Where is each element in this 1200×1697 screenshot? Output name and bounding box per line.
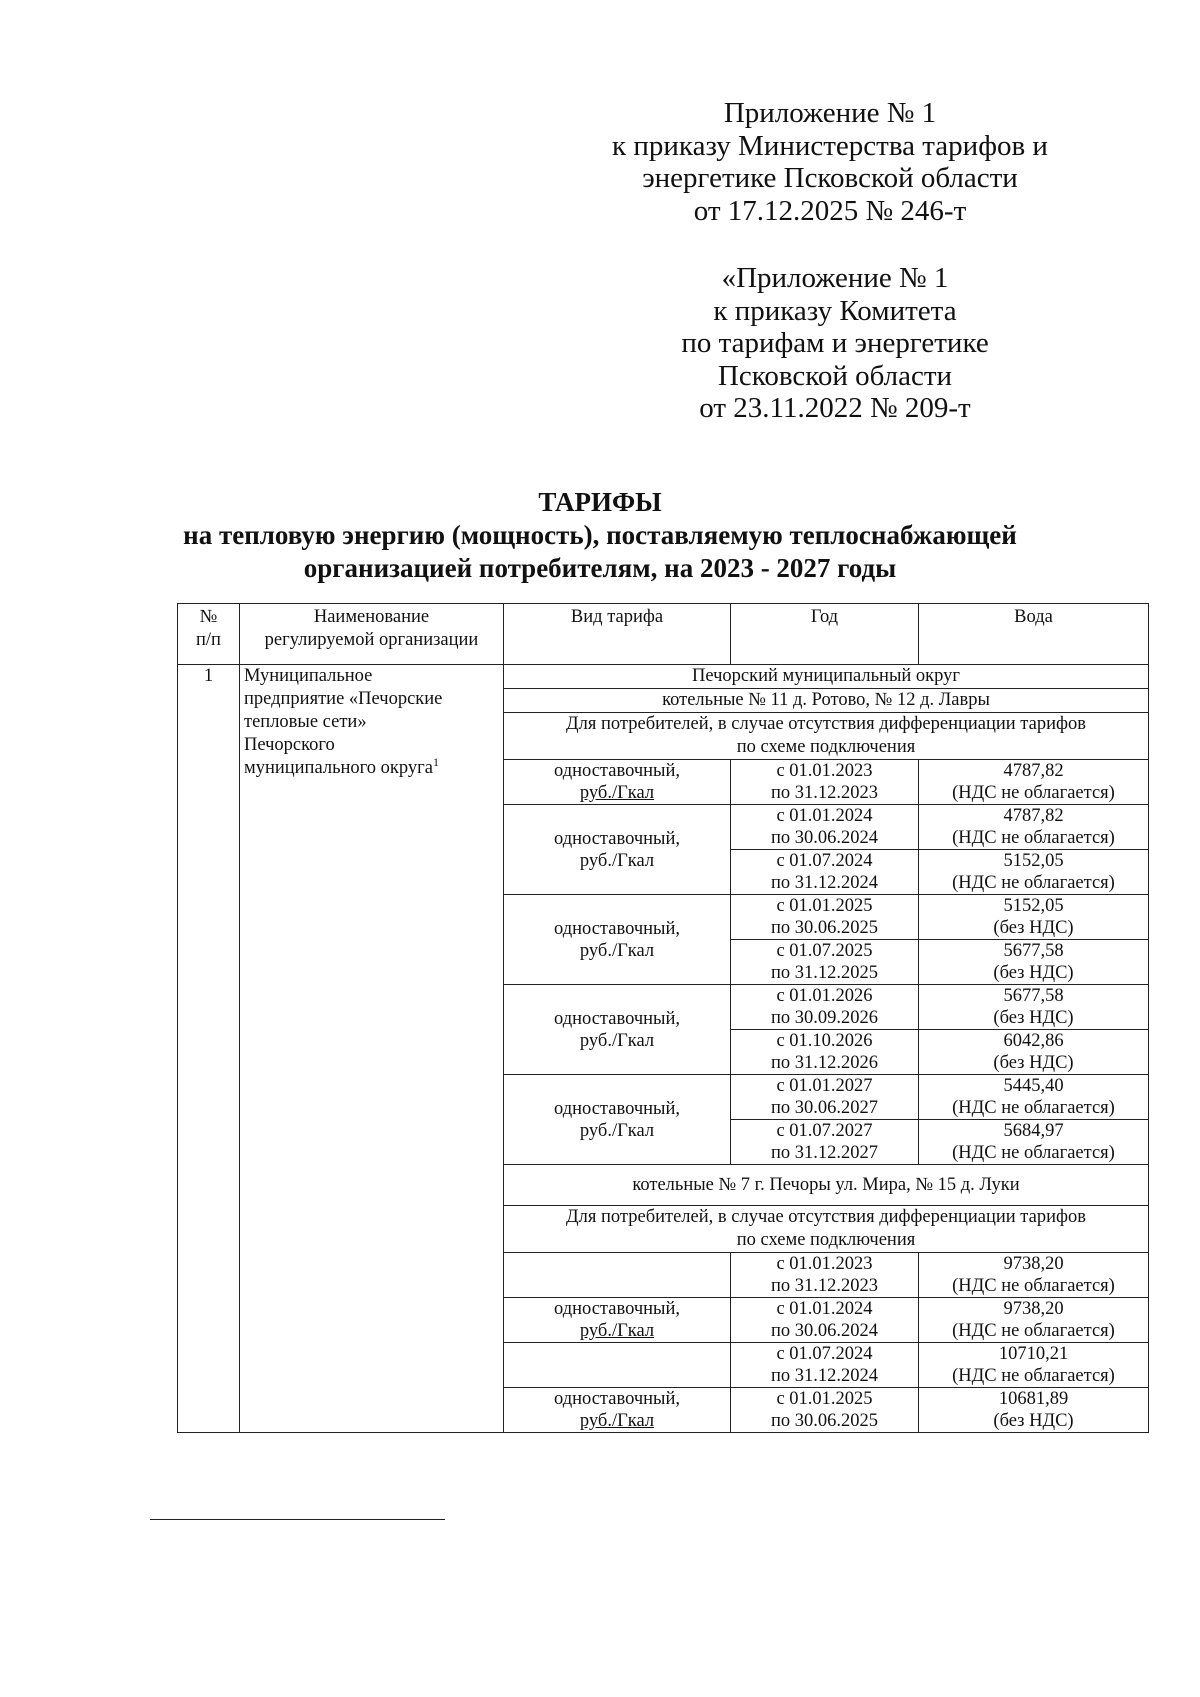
header-num: № п/п	[178, 604, 240, 665]
header-tariff-type: Вид тарифа	[504, 604, 731, 665]
annex-line: по тарифам и энергетике	[681, 327, 989, 359]
tariff-value: 5445,40 (НДС не облагается)	[919, 1075, 1149, 1120]
period: с 01.01.2025 по 30.06.2025	[731, 1388, 919, 1433]
tariff-type: одноставочный, руб./Гкал	[504, 805, 731, 895]
tariff-value: 5152,05 (без НДС)	[919, 895, 1149, 940]
organization-name: Муниципальное предприятие «Печорские тепловые сети» Печорского муниципального округа$^1$	[240, 665, 504, 1433]
tariff-value: 5684,97 (НДС не облагается)	[919, 1120, 1149, 1165]
tariff-table	[177, 603, 1149, 1433]
period: с 01.01.2027 по 30.06.2027	[731, 1075, 919, 1120]
period: с 01.01.2024 по 30.06.2024	[731, 805, 919, 850]
annex-line: к приказу Министерства тарифов и	[612, 129, 1048, 162]
tariff-type: одноставочный, руб./Гкал	[504, 985, 731, 1075]
header-water: Вода	[919, 604, 1149, 665]
tariff-value: 10681,89 (без НДС)	[919, 1388, 1149, 1433]
annex-line: Псковской области	[717, 359, 953, 392]
period: с 01.07.2024 по 31.12.2024	[731, 1343, 919, 1388]
annex-current-order	[555, 97, 1105, 227]
period: с 01.07.2025 по 31.12.2025	[731, 940, 919, 985]
tariff-value: 9738,20 (НДС не облагается)	[919, 1298, 1149, 1343]
tariff-type: одноставочный, руб./Гкал	[504, 1298, 731, 1343]
period: с 01.01.2023 по 31.12.2023	[731, 1253, 919, 1298]
period: с 01.01.2024 по 30.06.2024	[731, 1298, 919, 1343]
period: с 01.10.2026 по 31.12.2026	[731, 1030, 919, 1075]
tariff-type	[504, 1253, 731, 1298]
tariff-type: одноставочный, руб./Гкал	[504, 895, 731, 985]
period: с 01.07.2027 по 31.12.2027	[731, 1120, 919, 1165]
tariff-value: 5677,58 (без НДС)	[919, 940, 1149, 985]
annex-previous-order	[665, 262, 1005, 425]
tariff-type: одноставочный, руб./Гкал	[504, 760, 731, 805]
annex-line: от 17.12.2025 № 246-т	[693, 194, 967, 227]
consumer-note: Для потребителей, в случае отсутствия дифференциации тарифов по схеме подключения	[504, 713, 1149, 760]
title-line: ТАРИФЫ	[538, 487, 662, 517]
consumer-note: Для потребителей, в случае отсутствия дифференциации тарифов по схеме подключения	[504, 1206, 1149, 1253]
header-organization: Наименование регулируемой организации	[240, 604, 504, 665]
boilers-group-2: котельные № 7 г. Печоры ул. Мира, № 15 д. Луки	[504, 1165, 1149, 1206]
annex-line: «Приложение № 1	[721, 262, 949, 294]
tariff-value: 10710,21 (НДС не облагается)	[919, 1343, 1149, 1388]
boilers-group-1: котельные № 11 д. Ротово, № 12 д. Лавры	[504, 689, 1149, 713]
header-year: Год	[731, 604, 919, 665]
annex-line: к приказу Комитета	[713, 294, 957, 327]
tariff-value: 6042,86 (без НДС)	[919, 1030, 1149, 1075]
title-line: на тепловую энергию (мощность), поставляемую теплоснабжающей	[183, 520, 1017, 550]
tariff-type	[504, 1343, 731, 1388]
annex-line: Приложение № 1	[723, 97, 937, 129]
tariff-value: 5677,58 (без НДС)	[919, 985, 1149, 1030]
footnote-mark: 1	[432, 754, 439, 769]
tariff-type: одноставочный, руб./Гкал	[504, 1075, 731, 1165]
table-header-row	[178, 604, 1149, 665]
tariff-value: 9738,20 (НДС не облагается)	[919, 1253, 1149, 1298]
period: с 01.01.2026 по 30.09.2026	[731, 985, 919, 1030]
annex-line: от 23.11.2022 № 209-т	[699, 392, 971, 424]
district-row	[178, 665, 1149, 689]
footnote-separator	[150, 1519, 445, 1520]
tariff-value: 5152,05 (НДС не облагается)	[919, 850, 1149, 895]
row-number: 1	[178, 665, 240, 1433]
tariff-type: одноставочный, руб./Гкал	[504, 1388, 731, 1433]
document-title	[120, 486, 1080, 585]
annex-line: энергетике Псковской области	[642, 162, 1018, 194]
period: с 01.07.2024 по 31.12.2024	[731, 850, 919, 895]
title-line: организацией потребителям, на 2023 - 2027 годы	[303, 553, 897, 583]
period: с 01.01.2023 по 31.12.2023	[731, 760, 919, 805]
tariff-value: 4787,82 (НДС не облагается)	[919, 760, 1149, 805]
district-name: Печорский муниципальный округ	[504, 665, 1149, 689]
period: с 01.01.2025 по 30.06.2025	[731, 895, 919, 940]
tariff-value: 4787,82 (НДС не облагается)	[919, 805, 1149, 850]
